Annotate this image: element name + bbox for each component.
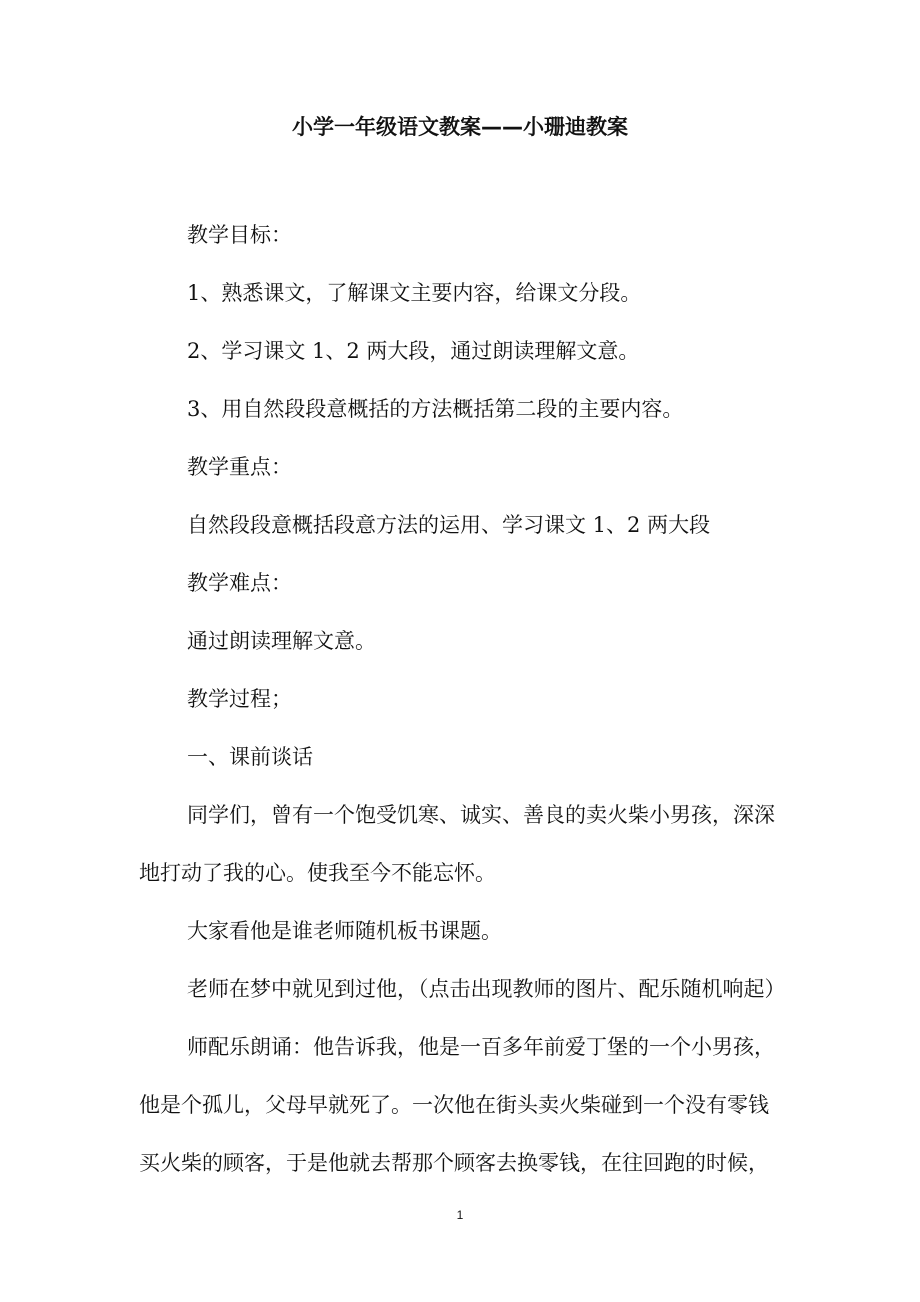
paragraph-dream: 老师在梦中就见到过他，（点击出现教师的图片、配乐随机响起） <box>187 977 786 1001</box>
paragraph-section-1-heading: 一、课前谈话 <box>187 745 313 769</box>
paragraph-intro-line-2: 地打动了我的心。使我至今不能忘怀。 <box>139 861 496 885</box>
paragraph-teaching-goals-heading: 教学目标： <box>187 223 292 247</box>
paragraph-key-points: 自然段段意概括段意方法的运用、学习课文 1、2 两大段 <box>187 513 711 537</box>
document-title: 小学一年级语文教案——小珊迪教案 <box>292 115 628 139</box>
paragraph-difficulties-heading: 教学难点： <box>187 571 292 595</box>
paragraph-recital-line-2: 他是个孤儿，父母早就死了。一次他在街头卖火柴碰到一个没有零钱 <box>139 1093 769 1117</box>
paragraph-goal-3: 3、用自然段段意概括的方法概括第二段的主要内容。 <box>187 397 684 421</box>
document-body <box>139 220 799 1206</box>
paragraph-recital-line-3: 买火柴的顾客，于是他就去帮那个顾客去换零钱，在往回跑的时候， <box>139 1151 769 1175</box>
paragraph-process-heading: 教学过程； <box>187 687 292 711</box>
paragraph-intro-line-1: 同学们，曾有一个饱受饥寒、诚实、善良的卖火柴小男孩，深深 <box>187 803 775 827</box>
paragraph-goal-1: 1、熟悉课文，了解课文主要内容，给课文分段。 <box>187 281 642 305</box>
paragraph-difficulties: 通过朗读理解文意。 <box>187 629 376 653</box>
paragraph-board-title: 大家看他是谁老师随机板书课题。 <box>187 919 502 943</box>
paragraph-recital-line-1: 师配乐朗诵：他告诉我，他是一百多年前爱丁堡的一个小男孩， <box>187 1035 775 1059</box>
page-number: 1 <box>456 1208 464 1222</box>
paragraph-key-points-heading: 教学重点： <box>187 455 292 479</box>
paragraph-goal-2: 2、学习课文 1、2 两大段，通过朗读理解文意。 <box>187 339 640 363</box>
